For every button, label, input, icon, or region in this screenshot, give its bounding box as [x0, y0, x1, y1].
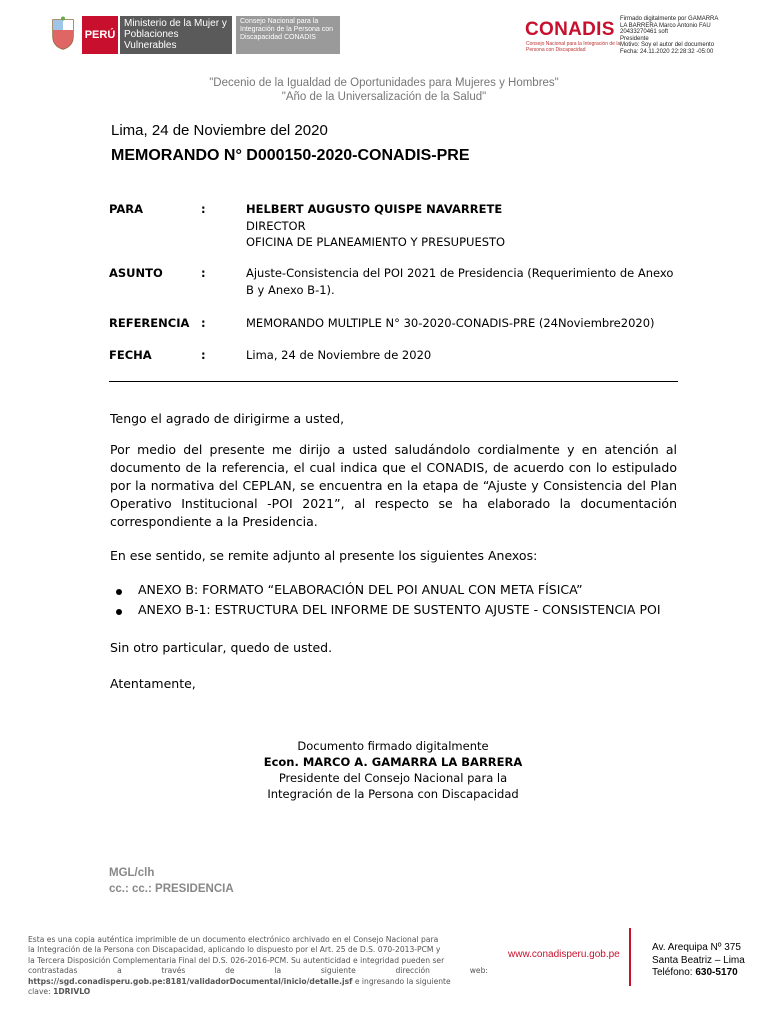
- signature-line: Fecha: 24.11.2020 22:28:32 -05:00: [620, 48, 714, 55]
- digital-signature-stamp: [620, 16, 760, 56]
- referencia-value: MEMORANDO MULTIPLE N° 30-2020-CONADIS-PRE (24Noviembre2020): [246, 316, 655, 330]
- annex-item: ANEXO B: FORMATO “ELABORACIÓN DEL POI ANUAL CON META FÍSICA”: [138, 582, 583, 597]
- note-line: [28, 977, 488, 987]
- clave-label: clave:: [28, 987, 54, 997]
- signature-block: [200, 738, 586, 802]
- slogan-decade: "Decenio de la Igualdad de Oportunidades para Mujeres y Hombres": [209, 77, 559, 89]
- fecha-colon: :: [201, 348, 206, 362]
- signer-role: Presidente del Consejo Nacional para la: [278, 771, 508, 785]
- signature-line: Motivo: Soy el autor del documento: [620, 42, 715, 49]
- signer-role: Integración de la Persona con Discapacidad: [267, 787, 519, 801]
- closing: Sin otro particular, quedo de usted.: [110, 640, 333, 655]
- annex-intro: En ese sentido, se remite adjunto al presente los siguientes Anexos:: [110, 548, 538, 563]
- note-word: dirección: [395, 966, 430, 976]
- address-block: [652, 942, 745, 980]
- council-logo: Consejo Nacional para la Integración de la Persona con Discapacidad CONADIS: [236, 16, 340, 54]
- recipient-name: HELBERT AUGUSTO QUISPE NAVARRETE: [246, 202, 503, 216]
- note-line: la Integración de la Persona con Discapacidad, aplicando lo dispuesto por el Art. 25 de D.S. 070-2013-PCM y: [28, 945, 441, 955]
- referencia-label: REFERENCIA: [109, 316, 190, 330]
- signature-line: 20433270461 soft: [620, 29, 669, 36]
- referencia-colon: :: [201, 316, 206, 330]
- recipient-role: DIRECTOR: [246, 218, 306, 233]
- separator-line: [109, 381, 678, 382]
- validation-url[interactable]: https://sgd.conadisperu.gob.pe:8181/validadorDocumental/inicio/detalle.jsf: [28, 976, 353, 986]
- note-line: [28, 966, 488, 976]
- peru-label: PERÚ: [84, 29, 116, 41]
- initials-ref: MGL/clh: [109, 867, 155, 879]
- memo-date: Lima, 24 de Noviembre del 2020: [111, 122, 328, 139]
- authenticity-note: [28, 935, 488, 997]
- ministry-logo: Ministerio de la Mujer y Poblaciones Vulnerables: [120, 16, 232, 54]
- asunto-value: [246, 265, 673, 298]
- bullet-icon: [116, 609, 122, 615]
- note-line: la Tercera Disposición Complementaria Final del D.S. 026-2016-PCM. Su autenticidad e integridad pueden ser: [28, 955, 445, 965]
- note-word: contrastadas: [28, 966, 78, 976]
- para-colon: :: [201, 202, 206, 216]
- clave-value: 1DRIVLO: [53, 987, 91, 997]
- farewell: Atentamente,: [110, 676, 196, 691]
- conadis-logo: CONADIS: [525, 19, 615, 40]
- asunto-colon: :: [201, 266, 206, 280]
- footer-divider: [629, 928, 631, 986]
- recipient-office: OFICINA DE PLANEAMIENTO Y PRESUPUESTO: [246, 235, 506, 249]
- greeting: Tengo el agrado de dirigirme a usted,: [110, 411, 345, 426]
- note-word: siguiente: [320, 966, 356, 976]
- website-link[interactable]: www.conadisperu.gob.pe: [508, 949, 620, 960]
- note-line: [28, 987, 488, 997]
- signature-line: Presidente: [620, 35, 649, 42]
- slogan-year: "Año de la Universalización de la Salud": [281, 91, 487, 103]
- address-line: Av. Arequipa Nº 375: [652, 942, 741, 953]
- asunto-line: Ajuste-Consistencia del POI 2021 de Presidencia (Requerimiento de Anexo: [246, 266, 674, 280]
- note-word: web:: [469, 966, 488, 976]
- memo-title: MEMORANDO N° D000150-2020-CONADIS-PRE: [111, 147, 470, 164]
- phone-line: [652, 967, 745, 980]
- para-label: PARA: [109, 202, 144, 216]
- coat-of-arms-icon: [49, 16, 77, 50]
- note-word: la: [274, 966, 282, 976]
- phone-label: Teléfono:: [652, 967, 696, 978]
- fecha-label: FECHA: [109, 348, 152, 362]
- note-word: a: [117, 966, 122, 976]
- asunto-line: B y Anexo B-1).: [246, 282, 335, 297]
- address-line: Santa Beatriz – Lima: [652, 954, 745, 966]
- signature-line: LA BARRERA Marco Antonio FAU: [620, 22, 711, 29]
- fecha-value: Lima, 24 de Noviembre de 2020: [246, 348, 432, 362]
- signer-name: Econ. MARCO A. GAMARRA LA BARRERA: [263, 755, 523, 769]
- bullet-icon: [116, 589, 122, 595]
- note-text: e ingresando la siguiente: [352, 976, 451, 986]
- conadis-logo-subtitle: Consejo Nacional para la Integración de la Persona con Discapacidad: [526, 41, 621, 53]
- signature-line: Firmado digitalmente por GAMARRA: [620, 16, 719, 22]
- note-word: de: [225, 966, 235, 976]
- para-value: [246, 201, 505, 251]
- note-word: través: [161, 966, 186, 976]
- signature-note: Documento firmado digitalmente: [297, 739, 489, 753]
- main-paragraph: Por medio del presente me dirijo a usted saludándolo cordialmente y en atención al documento de la referencia, el cual indica que el CONADIS, de acuerdo con lo estipulado por la normativa del CEPLAN, se encuentra en la etapa de “Ajuste y Consistencia del Plan Operativo Institucional -POI 2021”, al respecto se ha elaborado la documentación correspondiente a la Presidencia.: [110, 442, 677, 529]
- peru-logo: [82, 16, 118, 54]
- cc-line: cc.: cc.: PRESIDENCIA: [109, 883, 234, 895]
- phone-value: 630-5170: [695, 967, 738, 978]
- annex-item: ANEXO B-1: ESTRUCTURA DEL INFORME DE SUSTENTO AJUSTE - CONSISTENCIA POI: [138, 602, 661, 617]
- note-line: Esta es una copia auténtica imprimible de un documento electrónico archivado en el Consejo Nacional para: [28, 935, 439, 944]
- asunto-label: ASUNTO: [109, 266, 163, 280]
